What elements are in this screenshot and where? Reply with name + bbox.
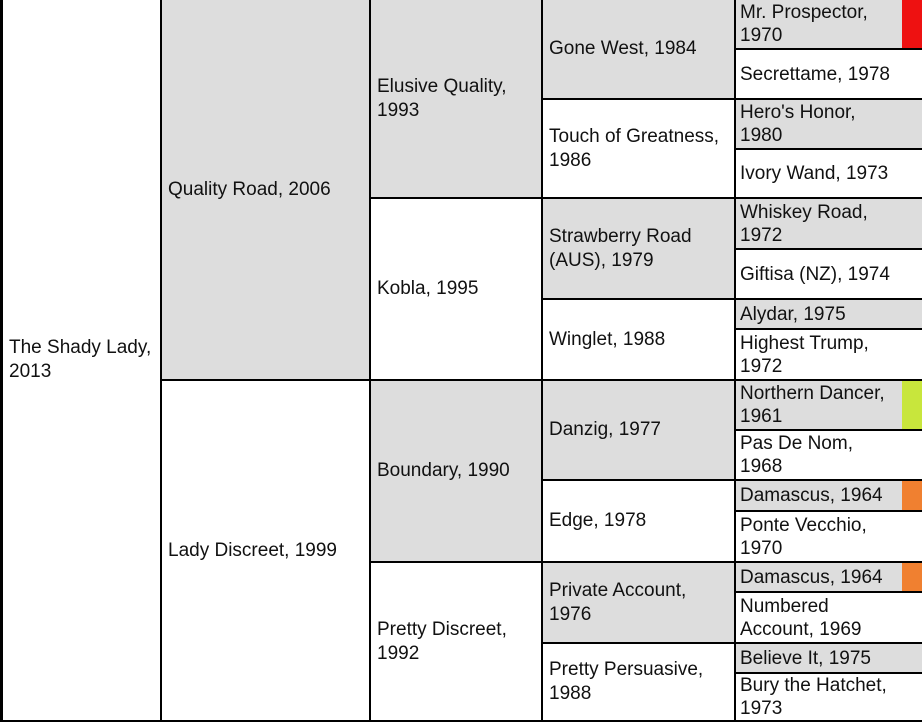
gen4-name: Bury the Hatchet, 1973 xyxy=(740,675,887,719)
sire-cell xyxy=(162,0,371,381)
dam-dam-cell xyxy=(371,563,543,722)
gen4-name: Pas De Nom, 1968 xyxy=(740,433,853,477)
gen3-cell xyxy=(543,381,736,481)
gen4-cell xyxy=(736,431,922,481)
gen3-name: Danzig, 1977 xyxy=(549,419,661,440)
gen3-cell xyxy=(543,0,736,100)
gen4-cell xyxy=(736,150,922,199)
gen4-cell xyxy=(736,644,922,674)
gen3-cell xyxy=(543,644,736,722)
dam-name: Lady Discreet, 1999 xyxy=(168,539,337,561)
gen4-name: Giftisa (NZ), 1974 xyxy=(740,263,890,285)
gen3-name: Winglet, 1988 xyxy=(549,328,666,350)
gen4-name: Damascus, 1964 xyxy=(740,485,883,506)
gen3-cell xyxy=(543,481,736,563)
gen4-cell xyxy=(736,481,922,512)
dam-sire-name: Boundary, 1990 xyxy=(377,460,510,481)
subject-horse-name: The Shady Lady, 2013 xyxy=(9,337,152,382)
gen4-name: Northern Dancer, 1961 xyxy=(740,383,885,427)
gen4-name: Ivory Wand, 1973 xyxy=(740,163,889,184)
gen4-cell xyxy=(736,0,922,50)
sire-sire-cell xyxy=(371,0,543,199)
gen4-name: Alydar, 1975 xyxy=(740,303,846,325)
sire-dam-name: Kobla, 1995 xyxy=(377,278,479,299)
sire-sire-name: Elusive Quality, 1993 xyxy=(377,75,507,121)
gen4-cell xyxy=(736,100,922,150)
gen4-cell xyxy=(736,563,922,593)
gen4-color-marker xyxy=(902,0,922,48)
dam-cell xyxy=(162,381,371,722)
gen4-cell xyxy=(736,593,922,644)
gen3-cell xyxy=(543,563,736,644)
gen4-name: Numbered Account, 1969 xyxy=(740,595,862,640)
gen3-name: Private Account, 1976 xyxy=(549,579,687,625)
gen4-name: Damascus, 1964 xyxy=(740,566,883,588)
gen4-cell xyxy=(736,50,922,100)
gen4-name: Whiskey Road, 1972 xyxy=(740,201,868,246)
gen3-name: Strawberry Road (AUS), 1979 xyxy=(549,225,692,271)
gen4-color-marker xyxy=(902,381,922,429)
dam-dam-name: Pretty Discreet, 1992 xyxy=(377,618,507,664)
gen3-cell xyxy=(543,300,736,381)
gen4-name: Believe It, 1975 xyxy=(740,647,871,669)
gen3-cell xyxy=(543,100,736,199)
gen4-cell xyxy=(736,674,922,722)
gen3-name: Gone West, 1984 xyxy=(549,38,697,59)
gen4-name: Hero's Honor, 1980 xyxy=(740,102,856,146)
dam-sire-cell xyxy=(371,381,543,563)
gen4-cell xyxy=(736,199,922,250)
gen3-name: Edge, 1978 xyxy=(549,510,647,531)
gen3-name: Touch of Greatness, 1986 xyxy=(549,125,720,171)
gen4-name: Secrettame, 1978 xyxy=(740,63,890,85)
gen4-cell xyxy=(736,330,922,381)
gen4-name: Highest Trump, 1972 xyxy=(740,332,869,377)
subject-horse-cell xyxy=(3,0,162,722)
gen4-cell xyxy=(736,300,922,330)
gen4-cell xyxy=(736,250,922,300)
gen4-cell xyxy=(736,512,922,563)
gen4-color-marker xyxy=(902,563,922,591)
gen4-color-marker xyxy=(902,481,922,510)
gen4-name: Mr. Prospector, 1970 xyxy=(740,2,868,46)
sire-dam-cell xyxy=(371,199,543,381)
sire-name: Quality Road, 2006 xyxy=(168,178,331,200)
gen4-name: Ponte Vecchio, 1970 xyxy=(740,514,867,559)
gen3-cell xyxy=(543,199,736,300)
gen4-cell xyxy=(736,381,922,431)
gen3-name: Pretty Persuasive, 1988 xyxy=(549,659,704,704)
